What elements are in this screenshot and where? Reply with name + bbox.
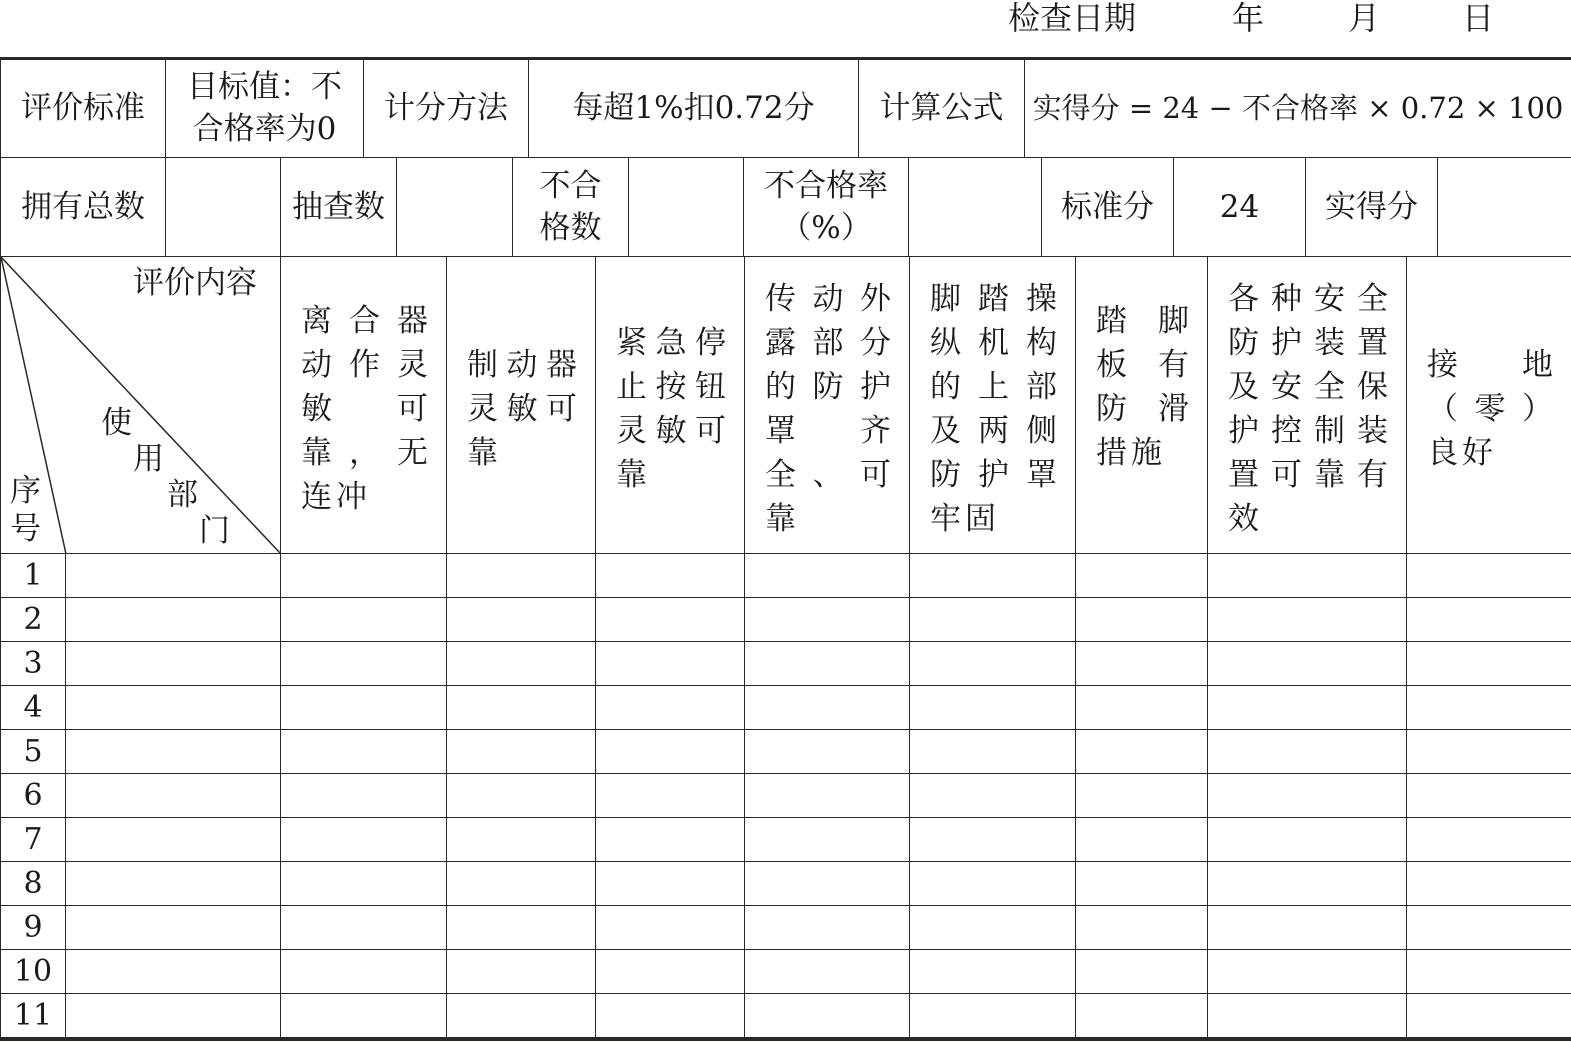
grid-cell[interactable] <box>1076 862 1208 906</box>
grid-cell[interactable] <box>1407 774 1571 818</box>
column-header-clutch: 离合器动作灵敏可靠，无连冲 <box>281 257 447 554</box>
rate-label: 不合格率（%） <box>744 158 909 257</box>
grid-cell[interactable] <box>1407 554 1571 598</box>
grid-cell[interactable] <box>910 554 1076 598</box>
row-number: 3 <box>1 642 66 686</box>
grid-cell[interactable] <box>281 818 447 862</box>
grid-cell[interactable] <box>447 994 596 1038</box>
dept-cell[interactable] <box>66 686 281 730</box>
table-row <box>1 994 1571 1038</box>
grid-cell[interactable] <box>745 642 910 686</box>
grid-cell[interactable] <box>281 686 447 730</box>
grid-cell[interactable] <box>596 950 745 994</box>
grid-cell[interactable] <box>281 862 447 906</box>
grid-cell[interactable] <box>1076 642 1208 686</box>
dept-cell[interactable] <box>66 950 281 994</box>
dept-cell[interactable] <box>66 554 281 598</box>
scoring-method-value: 每超1%扣0.72分 <box>529 59 859 158</box>
corner-header <box>1 257 281 554</box>
grid-cell[interactable] <box>596 774 745 818</box>
table-row <box>1 862 1571 906</box>
grid-cell[interactable] <box>1076 774 1208 818</box>
grid-cell[interactable] <box>281 906 447 950</box>
grid-body <box>1 554 1571 1038</box>
grid-cell[interactable] <box>1407 862 1571 906</box>
grid-cell[interactable] <box>1076 730 1208 774</box>
grid-cell[interactable] <box>1208 686 1407 730</box>
grid-cell[interactable] <box>1208 818 1407 862</box>
grid-cell[interactable] <box>1208 906 1407 950</box>
table-row <box>1 642 1571 686</box>
dept-cell[interactable] <box>66 774 281 818</box>
table-row <box>1 686 1571 730</box>
column-header-anti-slip: 踏脚板有防滑措施 <box>1076 257 1208 554</box>
dept-cell[interactable] <box>66 818 281 862</box>
dept-cell[interactable] <box>66 862 281 906</box>
column-header-pedal-guard: 脚踏操纵机构的上部及两侧防护罩牢固 <box>910 257 1076 554</box>
grid-cell[interactable] <box>745 994 910 1038</box>
grid-cell[interactable] <box>447 686 596 730</box>
actual-score-label: 实得分 <box>1306 158 1438 257</box>
grid-cell[interactable] <box>447 906 596 950</box>
grid-cell[interactable] <box>281 950 447 994</box>
grid-cell[interactable] <box>1076 906 1208 950</box>
standard-score-label: 标准分 <box>1042 158 1174 257</box>
grid-cell[interactable] <box>1076 994 1208 1038</box>
grid-cell[interactable] <box>447 554 596 598</box>
grid-cell[interactable] <box>596 906 745 950</box>
grid-cell[interactable] <box>1208 774 1407 818</box>
grid-cell[interactable] <box>745 598 910 642</box>
total-value[interactable] <box>166 158 281 257</box>
grid-cell[interactable] <box>910 774 1076 818</box>
row-number: 4 <box>1 686 66 730</box>
grid-cell[interactable] <box>1208 950 1407 994</box>
row-number: 10 <box>1 950 66 994</box>
seq-label-1: 序 <box>10 473 41 509</box>
rate-value[interactable] <box>909 158 1042 257</box>
table-row <box>1 906 1571 950</box>
grid-cell[interactable] <box>596 730 745 774</box>
grid-cell[interactable] <box>281 554 447 598</box>
grid-cell[interactable] <box>1076 598 1208 642</box>
grid-cell[interactable] <box>1407 686 1571 730</box>
eval-standard-label: 评价标准 <box>1 59 166 158</box>
grid-cell[interactable] <box>1076 818 1208 862</box>
dept-cell[interactable] <box>66 642 281 686</box>
row-number: 9 <box>1 906 66 950</box>
grid-cell[interactable] <box>910 950 1076 994</box>
grid-cell[interactable] <box>447 730 596 774</box>
table-row <box>1 598 1571 642</box>
total-label: 拥有总数 <box>1 158 166 257</box>
year-label: 年 <box>1232 0 1265 37</box>
month-label: 月 <box>1348 0 1381 37</box>
column-header-transmission-guard: 传动外露部分的防护罩齐全、可靠 <box>745 257 910 554</box>
grid-cell[interactable] <box>910 686 1076 730</box>
grid-cell[interactable] <box>1407 730 1571 774</box>
grid-cell[interactable] <box>281 642 447 686</box>
table-row <box>1 554 1571 598</box>
dept-cell[interactable] <box>66 994 281 1038</box>
grid-cell[interactable] <box>745 862 910 906</box>
unqualified-value[interactable] <box>629 158 744 257</box>
column-header-brake: 制动器灵敏可靠 <box>447 257 596 554</box>
grid-cell[interactable] <box>281 730 447 774</box>
grid-cell[interactable] <box>281 774 447 818</box>
table-row <box>1 774 1571 818</box>
row-number: 11 <box>1 994 66 1038</box>
dept-label-2: 用 <box>133 441 164 477</box>
column-header-grounding: 接地（零）良好 <box>1407 257 1571 554</box>
grid-cell[interactable] <box>596 862 745 906</box>
grid-cell[interactable] <box>1407 642 1571 686</box>
grid-cell[interactable] <box>910 818 1076 862</box>
grid-cell[interactable] <box>745 950 910 994</box>
grid-cell[interactable] <box>745 554 910 598</box>
row-number: 7 <box>1 818 66 862</box>
bottom-border <box>0 1038 1571 1041</box>
grid-cell[interactable] <box>910 906 1076 950</box>
check-date-line <box>1000 0 1560 40</box>
grid-cell[interactable] <box>1407 818 1571 862</box>
dept-label-3: 部 <box>167 477 198 513</box>
dept-cell[interactable] <box>66 598 281 642</box>
grid-cell[interactable] <box>910 862 1076 906</box>
grid-cell[interactable] <box>447 862 596 906</box>
column-header-safety-devices: 各种安全防护装置及安全保护控制装置可靠有效 <box>1208 257 1407 554</box>
row-number: 1 <box>1 554 66 598</box>
grid-cell[interactable] <box>910 994 1076 1038</box>
dept-label-4: 门 <box>199 513 230 549</box>
grid-cell[interactable] <box>281 598 447 642</box>
unqualified-label: 不合格数 <box>513 158 629 257</box>
grid-cell[interactable] <box>1076 950 1208 994</box>
grid-cell[interactable] <box>447 950 596 994</box>
standard-score-value: 24 <box>1174 158 1306 257</box>
grid-cell[interactable] <box>1208 598 1407 642</box>
row-number: 8 <box>1 862 66 906</box>
grid-cell[interactable] <box>596 994 745 1038</box>
sample-value[interactable] <box>397 158 513 257</box>
grid-cell[interactable] <box>1076 686 1208 730</box>
grid-cell[interactable] <box>447 598 596 642</box>
grid-cell[interactable] <box>745 906 910 950</box>
grid-cell[interactable] <box>910 642 1076 686</box>
grid-cell[interactable] <box>745 818 910 862</box>
formula-value: 实得分 = 24 − 不合格率 × 0.72 × 100 <box>1025 59 1571 158</box>
grid-cell[interactable] <box>1076 554 1208 598</box>
count-table <box>0 157 1571 257</box>
dept-label-1: 使 <box>101 405 132 441</box>
grid-cell[interactable] <box>596 598 745 642</box>
column-header-emergency-stop: 紧急停止按钮灵敏可靠 <box>596 257 745 554</box>
grid-cell[interactable] <box>1407 950 1571 994</box>
corner-diagonals <box>1 257 281 554</box>
actual-score-value[interactable] <box>1438 158 1571 257</box>
grid-cell[interactable] <box>596 686 745 730</box>
content-label: 评价内容 <box>133 265 257 301</box>
grid-cell[interactable] <box>447 818 596 862</box>
grid-cell[interactable] <box>1208 862 1407 906</box>
sample-label: 抽查数 <box>281 158 397 257</box>
grid-cell[interactable] <box>596 554 745 598</box>
grid-cell[interactable] <box>1208 994 1407 1038</box>
grid-cell[interactable] <box>1407 906 1571 950</box>
grid-cell[interactable] <box>447 642 596 686</box>
grid-cell[interactable] <box>447 774 596 818</box>
scoring-method-label: 计分方法 <box>364 59 529 158</box>
grid-cell[interactable] <box>1208 730 1407 774</box>
table-row <box>1 818 1571 862</box>
seq-label-2: 号 <box>10 511 41 547</box>
standard-table <box>0 58 1571 158</box>
grid-cell[interactable] <box>910 730 1076 774</box>
evaluation-grid <box>0 256 1571 1038</box>
grid-cell[interactable] <box>745 774 910 818</box>
formula-label: 计算公式 <box>859 59 1025 158</box>
grid-cell[interactable] <box>281 994 447 1038</box>
grid-cell[interactable] <box>596 642 745 686</box>
row-number: 2 <box>1 598 66 642</box>
check-date-label: 检查日期 <box>1008 0 1137 37</box>
grid-cell[interactable] <box>1407 598 1571 642</box>
grid-cell[interactable] <box>745 686 910 730</box>
target-value: 目标值：不合格率为0 <box>166 59 364 158</box>
grid-cell[interactable] <box>1208 642 1407 686</box>
day-label: 日 <box>1462 0 1495 37</box>
row-number: 5 <box>1 730 66 774</box>
grid-cell[interactable] <box>910 598 1076 642</box>
grid-cell[interactable] <box>1407 994 1571 1038</box>
grid-cell[interactable] <box>745 730 910 774</box>
row-number: 6 <box>1 774 66 818</box>
dept-cell[interactable] <box>66 906 281 950</box>
table-row <box>1 950 1571 994</box>
grid-cell[interactable] <box>596 818 745 862</box>
dept-cell[interactable] <box>66 730 281 774</box>
grid-cell[interactable] <box>1208 554 1407 598</box>
table-row <box>1 730 1571 774</box>
